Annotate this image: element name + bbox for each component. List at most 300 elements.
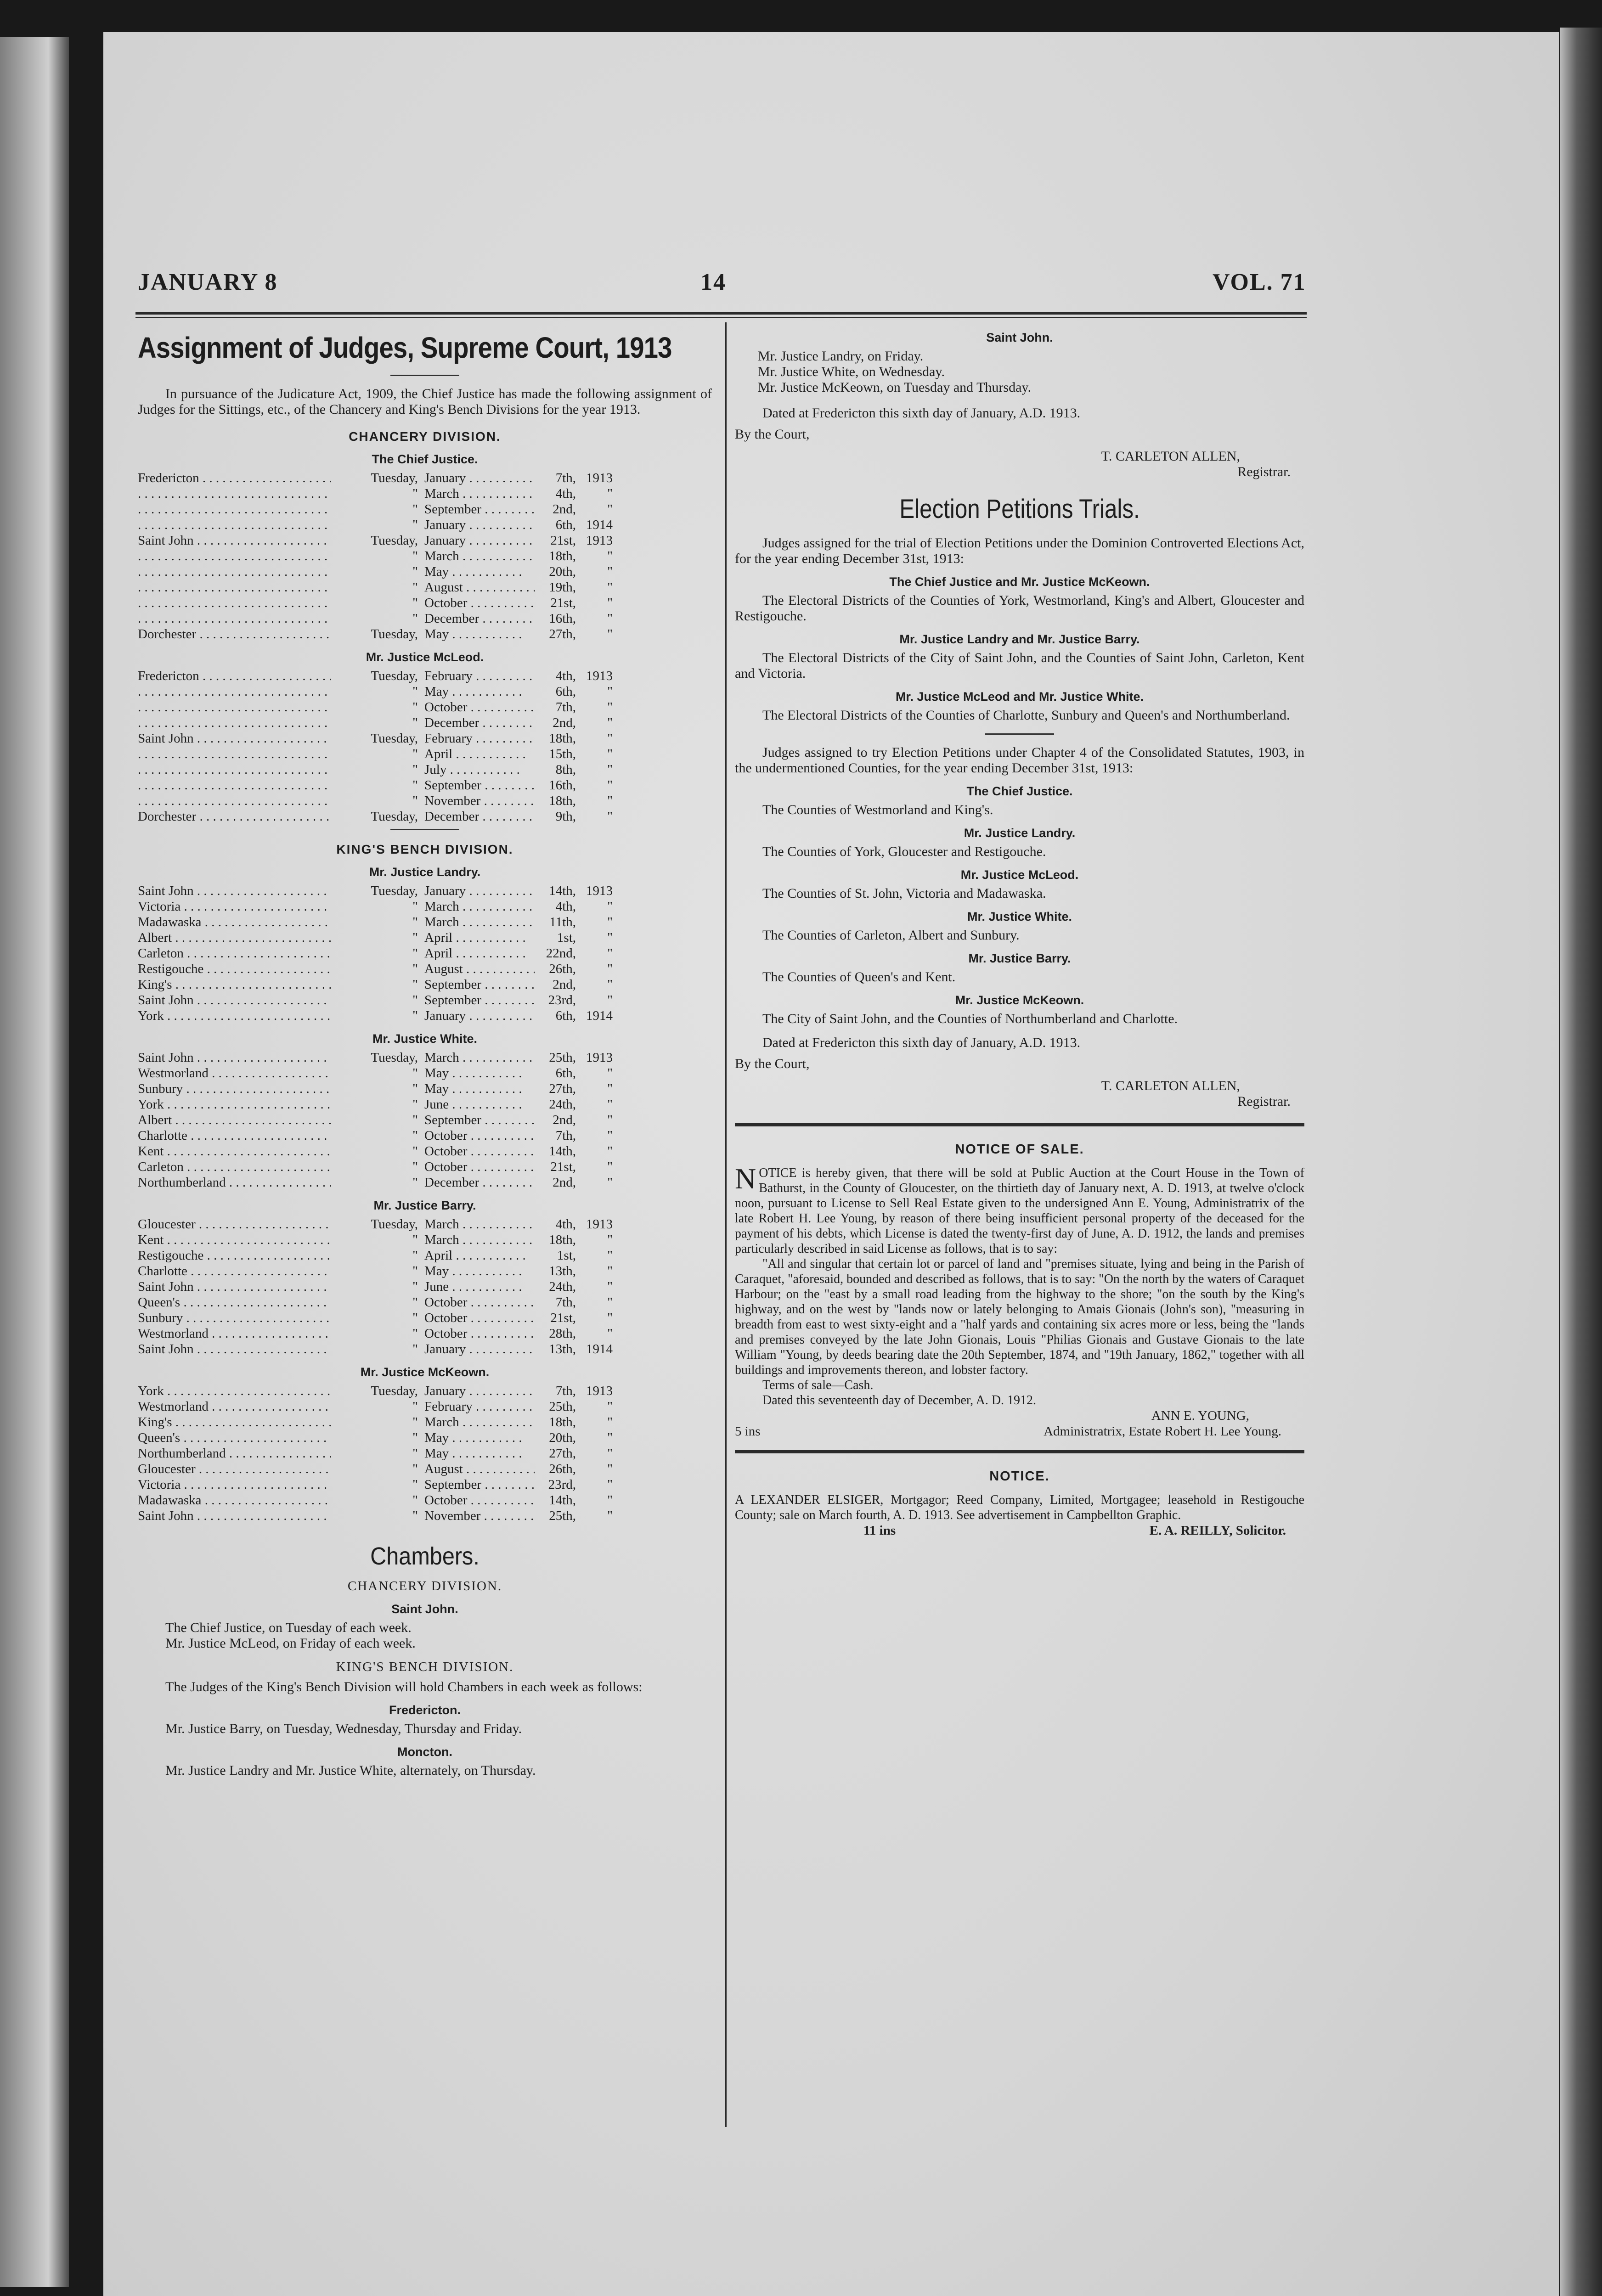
sitting-weekday: ": [412, 1311, 418, 1325]
sitting-weekday: Tuesday,: [371, 627, 418, 642]
sitting-place: Saint John . . .: [138, 883, 331, 899]
drop-cap: N: [735, 1162, 756, 1195]
sitting-year: ": [607, 993, 613, 1007]
sitting-weekday: Tuesday,: [371, 669, 418, 683]
sitting-month: May . . .: [424, 1430, 535, 1446]
sitting-place: [138, 564, 331, 580]
sitting-place: [138, 746, 331, 762]
sitting-place: Gloucester . . .: [138, 1461, 331, 1477]
signature-title-2: Registrar.: [1237, 1094, 1291, 1109]
sitting-rows: [138, 470, 712, 642]
sitting-year: ": [607, 946, 613, 961]
sitting-weekday: ": [412, 1342, 418, 1356]
sitting-place: Madawaska . . .: [138, 1492, 331, 1508]
sitting-weekday: ": [412, 747, 418, 761]
sitting-weekday: ": [412, 518, 418, 532]
sitting-weekday: ": [412, 549, 418, 563]
sitting-month: February . . .: [424, 1399, 535, 1414]
judge-heading: Mr. Justice McKeown.: [360, 1365, 490, 1379]
dated-line: Dated at Fredericton this sixth day of January, A.D. 1913.: [762, 405, 1081, 421]
sitting-month: March . . .: [424, 1414, 535, 1430]
sitting-weekday: ": [412, 762, 418, 777]
chambers-fredericton: Fredericton.: [389, 1703, 461, 1717]
sitting-rows: [138, 1050, 712, 1190]
chambers-moncton: Moncton.: [397, 1745, 452, 1759]
sitting-weekday: ": [412, 899, 418, 914]
book-binding-edge: [1560, 28, 1602, 2296]
sitting-month: February . . .: [424, 731, 535, 746]
sitting-row: [138, 1477, 712, 1492]
sitting-row: [138, 914, 712, 930]
notice-of-sale-description: "All and singular that certain lot or parcel of land and "premises situate, lying and being in the Parish of Caraquet, "aforesaid, bounded and described as follows, that is to say: "On the north by the waters of Caraquet Harbour; on the "east by a small road leading from the highway to the shore; "on the south by the King's highway, and on the west by "lands now or lately belonging to Amais Gionais (John's son), "measuring in breadth from east to west sixty-eight and a "half yards and containing six acres more or less, being the "lands and premises conveyed by the late John Gionais, Louis "Philias Gionais and Gustave Gionais to the late William "Young, by deeds bearing date the 20th September, 1874, and "19th January, 1862," together with all buildings and improvements thereon, and lobster factory.: [735, 1257, 1304, 1377]
sitting-year: ": [607, 549, 613, 563]
sitting-weekday: Tuesday,: [371, 1217, 418, 1232]
election-judge-heading: Mr. Justice McLeod.: [960, 868, 1079, 882]
sitting-place: Queen's . . .: [138, 1294, 331, 1310]
saint-john-line: Mr. Justice McKeown, on Tuesday and Thursday.: [758, 380, 1031, 395]
sitting-weekday: ": [412, 1066, 418, 1080]
sitting-month: August . . .: [424, 580, 535, 595]
sitting-month: July . . .: [424, 762, 535, 777]
sitting-day: 24th,: [549, 1279, 576, 1294]
sitting-day: 2nd,: [553, 1113, 576, 1127]
sitting-year: ": [607, 809, 613, 824]
sitting-year: 1913: [586, 669, 613, 683]
sitting-month: May . . .: [424, 1446, 535, 1461]
election-intro-2: Judges assigned to try Election Petitions under Chapter 4 of the Consolidated Statutes, 1903, in the undermentioned Counties, for the year ending December 31st, 1913:: [735, 745, 1304, 776]
sitting-month: October . . .: [424, 1159, 535, 1175]
sitting-place: Victoria . . .: [138, 1477, 331, 1492]
sitting-day: 26th,: [549, 962, 576, 976]
chambers-kb-text: The Judges of the King's Bench Division will hold Chambers in each week as follows:: [165, 1679, 643, 1694]
sitting-place: Westmorland . . .: [138, 1326, 331, 1341]
sitting-month: October . . .: [424, 1294, 535, 1310]
sitting-month: December . . .: [424, 611, 535, 626]
sitting-row: [138, 1279, 712, 1294]
sitting-month: June . . .: [424, 1097, 535, 1112]
sitting-place: Saint John . . .: [138, 1279, 331, 1294]
election-judge-heading: Mr. Justice Landry and Mr. Justice Barry.: [899, 632, 1140, 646]
saint-john-heading: Saint John.: [986, 331, 1053, 344]
sitting-row: [138, 715, 712, 731]
sitting-year: ": [607, 899, 613, 914]
sitting-row: [138, 548, 712, 564]
sitting-month: April . . .: [424, 945, 535, 961]
sitting-year: ": [607, 715, 613, 730]
sitting-month: January . . .: [424, 883, 535, 899]
administratrix-line: Administratrix, Estate Robert H. Lee Young.: [1044, 1424, 1281, 1439]
volume-number: VOL. 71: [1213, 269, 1306, 295]
sitting-place: [138, 715, 331, 731]
sitting-day: 2nd,: [553, 502, 576, 517]
sitting-year: ": [607, 684, 613, 699]
sitting-place: Saint John . . .: [138, 533, 331, 548]
sitting-row: [138, 945, 712, 961]
sitting-place: Gloucester . . .: [138, 1216, 331, 1232]
sitting-weekday: ": [412, 930, 418, 945]
chambers-moncton-text: Mr. Justice Landry and Mr. Justice White, alternately, on Thursday.: [165, 1763, 536, 1778]
sitting-weekday: ": [412, 486, 418, 501]
notice-insertion-count: 11 ins: [863, 1523, 896, 1538]
sitting-day: 11th,: [549, 915, 576, 929]
sitting-day: 25th,: [549, 1050, 576, 1065]
sitting-month: October . . .: [424, 1326, 535, 1341]
sitting-row: [138, 1081, 712, 1097]
sitting-month: December . . .: [424, 1175, 535, 1190]
sitting-year: ": [607, 1399, 613, 1414]
sitting-place: Restigouche . . .: [138, 961, 331, 977]
sitting-year: 1914: [586, 1008, 613, 1023]
sitting-day: 25th,: [549, 1508, 576, 1523]
sitting-weekday: Tuesday,: [371, 1384, 418, 1398]
sitting-day: 6th,: [555, 684, 576, 699]
judge-heading: Mr. Justice White.: [372, 1032, 478, 1046]
judge-heading: Mr. Justice McLeod.: [366, 650, 484, 664]
sitting-month: May . . .: [424, 1065, 535, 1081]
sitting-day: 18th,: [549, 1415, 576, 1429]
sitting-day: 6th,: [555, 1008, 576, 1023]
sitting-month: October . . .: [424, 1310, 535, 1326]
sitting-weekday: Tuesday,: [371, 1050, 418, 1065]
sitting-weekday: Tuesday,: [371, 471, 418, 485]
sitting-day: 7th,: [555, 1128, 576, 1143]
sitting-year: ": [607, 793, 613, 808]
sitting-place: York . . .: [138, 1008, 331, 1024]
election-districts: The Counties of Queen's and Kent.: [762, 969, 956, 985]
sitting-place: [138, 699, 331, 715]
sitting-year: ": [607, 580, 613, 595]
sitting-weekday: ": [412, 684, 418, 699]
header-rule: [135, 312, 1307, 315]
sitting-year: 1913: [586, 533, 613, 548]
sitting-day: 14th,: [549, 1493, 576, 1508]
sitting-place: Fredericton . . .: [138, 668, 331, 684]
notice-of-sale-heading: NOTICE OF SALE.: [955, 1142, 1084, 1157]
sitting-place: [138, 595, 331, 611]
sitting-row: [138, 699, 712, 715]
sitting-row: [138, 762, 712, 777]
sitting-place: [138, 777, 331, 793]
sitting-year: ": [607, 1430, 613, 1445]
election-districts: The Counties of York, Gloucester and Restigouche.: [762, 844, 1046, 859]
sitting-day: 27th,: [549, 1446, 576, 1461]
election-judge-heading: Mr. Justice McLeod and Mr. Justice White.: [895, 690, 1144, 703]
sitting-row: [138, 501, 712, 517]
sitting-place: Saint John . . .: [138, 992, 331, 1008]
sitting-row: [138, 611, 712, 626]
sitting-row: [138, 1050, 712, 1065]
sitting-month: October . . .: [424, 1143, 535, 1159]
sitting-month: September . . .: [424, 501, 535, 517]
sitting-year: ": [607, 1232, 613, 1247]
sitting-row: [138, 992, 712, 1008]
sitting-place: King's . . .: [138, 1414, 331, 1430]
sitting-row: [138, 1128, 712, 1143]
sitting-row: [138, 1248, 712, 1263]
sitting-weekday: ": [412, 502, 418, 517]
sitting-place: Victoria . . .: [138, 899, 331, 914]
sitting-month: March . . .: [424, 1232, 535, 1248]
sitting-place: [138, 793, 331, 809]
sitting-place: Kent . . .: [138, 1143, 331, 1159]
right-column: [735, 321, 1304, 1538]
sitting-row: [138, 580, 712, 595]
election-judge-heading: Mr. Justice McKeown.: [955, 993, 1084, 1007]
sitting-year: 1913: [586, 1217, 613, 1232]
sitting-row: [138, 1216, 712, 1232]
judge-heading: Mr. Justice Barry.: [373, 1199, 476, 1212]
sitting-day: 28th,: [549, 1326, 576, 1341]
sitting-place: Northumberland . . .: [138, 1446, 331, 1461]
sitting-row: [138, 533, 712, 548]
notice-of-sale-paragraph: NOTICE is hereby given, that there will be sold at Public Auction at the Court House in the Town of Bathurst, in the County of Gloucester, on the thirtieth day of January next, A. D. 1913, at twelve o'clock noon, pursuant to License to Sell Real Estate given to the undersigned Ann E. Young, Administratrix of the late Robert H. Lee Young, by reason of there being insufficient personal property of the deceased for the payment of his debts, which License is dated the twenty-first day of June, A. D. 1912, the lands and premises particularly described in said License as follows, that is to say:: [735, 1162, 1304, 1256]
chambers-line: Mr. Justice McLeod, on Friday of each week.: [165, 1636, 416, 1651]
sitting-place: [138, 762, 331, 777]
sitting-place: Sunbury . . .: [138, 1081, 331, 1097]
sitting-day: 27th,: [549, 1081, 576, 1096]
sitting-month: January . . .: [424, 1008, 535, 1024]
sitting-place: Westmorland . . .: [138, 1399, 331, 1414]
sitting-rows: [138, 1216, 712, 1357]
sitting-day: 13th,: [549, 1264, 576, 1278]
sitting-weekday: Tuesday,: [371, 533, 418, 548]
sitting-year: ": [607, 1066, 613, 1080]
sitting-row: [138, 1310, 712, 1326]
judge-heading: Mr. Justice Landry.: [369, 865, 481, 879]
sitting-month: May . . .: [424, 1081, 535, 1097]
sitting-month: November . . .: [424, 1508, 535, 1524]
sitting-year: ": [607, 1279, 613, 1294]
sitting-month: November . . .: [424, 793, 535, 809]
sitting-day: 19th,: [549, 580, 576, 595]
notice-text: A LEXANDER ELSIGER, Mortgagor; Reed Company, Limited, Mortgagee; leasehold in Restigouche County; sale on March fourth, A. D. 1913. See advertisement in Campbellton Graphic.: [735, 1493, 1304, 1522]
sitting-place: Queen's . . .: [138, 1430, 331, 1446]
election-judge-heading: The Chief Justice.: [966, 784, 1073, 798]
sitting-year: ": [607, 1462, 613, 1476]
sitting-month: January . . .: [424, 533, 535, 548]
sitting-year: ": [607, 930, 613, 945]
sitting-month: January . . .: [424, 470, 535, 486]
sitting-month: April . . .: [424, 746, 535, 762]
sitting-row: [138, 1399, 712, 1414]
sitting-weekday: ": [412, 1508, 418, 1523]
sitting-year: ": [607, 1508, 613, 1523]
sitting-row: [138, 977, 712, 992]
sitting-month: September . . .: [424, 1477, 535, 1492]
sitting-year: ": [607, 1175, 613, 1190]
column-divider: [725, 322, 727, 2127]
sitting-row: [138, 930, 712, 945]
sitting-year: ": [607, 1415, 613, 1429]
sitting-row: [138, 1143, 712, 1159]
sitting-month: August . . .: [424, 1461, 535, 1477]
sitting-place: York . . .: [138, 1097, 331, 1112]
page-number: 14: [700, 269, 726, 295]
by-the-court-2: By the Court,: [735, 1056, 810, 1071]
sitting-year: 1913: [586, 471, 613, 485]
sitting-row: [138, 731, 712, 746]
left-column: [138, 321, 712, 1778]
sitting-weekday: ": [412, 1081, 418, 1096]
sitting-weekday: ": [412, 1008, 418, 1023]
adjacent-page-edge: [0, 37, 69, 2287]
sitting-month: September . . .: [424, 992, 535, 1008]
sitting-day: 27th,: [549, 627, 576, 642]
sitting-weekday: ": [412, 715, 418, 730]
sitting-row: [138, 1097, 712, 1112]
sitting-day: 14th,: [549, 884, 576, 898]
sitting-day: 21st,: [550, 596, 576, 610]
sitting-month: October . . .: [424, 1492, 535, 1508]
election-districts: The Electoral Districts of the Counties of Charlotte, Sunbury and Queen's and Northumberland.: [762, 708, 1290, 723]
sitting-place: Sunbury . . .: [138, 1310, 331, 1326]
election-districts: The Counties of Westmorland and King's.: [762, 802, 993, 817]
sitting-year: ": [607, 1477, 613, 1492]
sitting-day: 1st,: [557, 1248, 576, 1263]
sitting-row: [138, 1175, 712, 1190]
sitting-year: ": [607, 1248, 613, 1263]
sitting-weekday: ": [412, 793, 418, 808]
sitting-day: 21st,: [550, 1311, 576, 1325]
sitting-month: April . . .: [424, 930, 535, 945]
sitting-year: 1913: [586, 1050, 613, 1065]
insertion-count: 5 ins: [735, 1424, 761, 1439]
sitting-day: 4th,: [555, 669, 576, 683]
sitting-day: 8th,: [555, 762, 576, 777]
sitting-row: [138, 961, 712, 977]
sitting-row: [138, 1008, 712, 1024]
sitting-day: 23rd,: [548, 993, 576, 1007]
sitting-day: 16th,: [549, 778, 576, 793]
sitting-place: Dorchester . . .: [138, 809, 331, 824]
sitting-day: 4th,: [555, 899, 576, 914]
sitting-month: June . . .: [424, 1279, 535, 1294]
election-districts: The Electoral Districts of the Counties of York, Westmorland, King's and Albert, Gloucester and Restigouche.: [735, 593, 1304, 624]
sitting-month: September . . .: [424, 1112, 535, 1128]
sitting-day: 24th,: [549, 1097, 576, 1112]
sitting-row: [138, 883, 712, 899]
sitting-day: 22nd,: [546, 946, 576, 961]
sitting-row: [138, 1461, 712, 1477]
sitting-row: [138, 1294, 712, 1310]
notice-of-sale-signature: ANN E. YOUNG,: [1151, 1408, 1249, 1423]
sitting-weekday: ": [412, 977, 418, 992]
sitting-weekday: ": [412, 700, 418, 715]
sitting-row: [138, 1232, 712, 1248]
sitting-month: September . . .: [424, 977, 535, 992]
sitting-row: [138, 1414, 712, 1430]
sitting-year: ": [607, 1113, 613, 1127]
sitting-weekday: Tuesday,: [371, 884, 418, 898]
sitting-year: ": [607, 731, 613, 746]
sitting-month: October . . .: [424, 1128, 535, 1143]
sitting-weekday: ": [412, 1128, 418, 1143]
sitting-year: ": [607, 1128, 613, 1143]
sitting-place: [138, 684, 331, 699]
sitting-place: Kent . . .: [138, 1232, 331, 1248]
notice-rule: [735, 1123, 1304, 1126]
title-rule: [390, 375, 459, 376]
notice-heading: NOTICE.: [989, 1469, 1050, 1484]
sitting-day: 26th,: [549, 1462, 576, 1476]
sitting-day: 2nd,: [553, 1175, 576, 1190]
sitting-row: [138, 1430, 712, 1446]
sitting-place: Albert . . .: [138, 1112, 331, 1128]
sitting-month: October . . .: [424, 699, 535, 715]
sitting-row: [138, 1112, 712, 1128]
sitting-weekday: ": [412, 1113, 418, 1127]
sitting-row: [138, 1326, 712, 1341]
election-groups-2: [735, 784, 1304, 1027]
chambers-chancery-heading: CHANCERY DIVISION.: [347, 1579, 502, 1593]
sitting-day: 21st,: [550, 1159, 576, 1174]
sitting-month: December . . .: [424, 715, 535, 731]
sitting-weekday: ": [412, 1248, 418, 1263]
sitting-place: Charlotte . . .: [138, 1263, 331, 1279]
sitting-weekday: ": [412, 1326, 418, 1341]
sitting-place: Saint John . . .: [138, 1508, 331, 1524]
sitting-year: ": [607, 1144, 613, 1159]
header-date: JANUARY 8: [138, 269, 278, 295]
election-judge-heading: Mr. Justice Landry.: [964, 826, 1076, 840]
sitting-row: [138, 899, 712, 914]
sitting-weekday: Tuesday,: [371, 809, 418, 824]
sitting-month: May . . .: [424, 684, 535, 699]
election-groups: [735, 575, 1304, 723]
sitting-day: 23rd,: [548, 1477, 576, 1492]
sitting-year: ": [607, 611, 613, 626]
sitting-row: [138, 1492, 712, 1508]
saint-john-line: Mr. Justice Landry, on Friday.: [758, 349, 924, 364]
chancery-heading: CHANCERY DIVISION.: [349, 429, 501, 444]
sitting-weekday: ": [412, 993, 418, 1007]
sitting-month: March . . .: [424, 486, 535, 501]
sitting-month: March . . .: [424, 899, 535, 914]
election-judge-heading: Mr. Justice Barry.: [968, 951, 1071, 965]
sitting-year: ": [607, 1097, 613, 1112]
sitting-row: [138, 746, 712, 762]
sitting-year: ": [607, 627, 613, 642]
sitting-year: ": [607, 778, 613, 793]
by-the-court: By the Court,: [735, 427, 810, 442]
intro-paragraph: In pursuance of the Judicature Act, 1909, the Chief Justice has made the following assignment of Judges for the Sittings, etc., of the Chancery and King's Bench Divisions for the year 1913.: [138, 386, 712, 417]
sitting-place: [138, 611, 331, 626]
sitting-month: December . . .: [424, 809, 535, 824]
sitting-year: ": [607, 502, 613, 517]
sitting-place: King's . . .: [138, 977, 331, 992]
sitting-row: [138, 1508, 712, 1524]
sitting-place: Saint John . . .: [138, 1050, 331, 1065]
sitting-day: 18th,: [549, 1232, 576, 1247]
sitting-year: ": [607, 1311, 613, 1325]
sitting-place: [138, 486, 331, 501]
sitting-month: April . . .: [424, 1248, 535, 1263]
sitting-row: [138, 486, 712, 501]
sitting-year: 1914: [586, 1342, 613, 1356]
sitting-weekday: ": [412, 580, 418, 595]
sitting-weekday: ": [412, 1295, 418, 1310]
sitting-month: January . . .: [424, 1383, 535, 1399]
sitting-year: ": [607, 962, 613, 976]
sitting-weekday: ": [412, 1279, 418, 1294]
section-rule: [390, 829, 459, 830]
sitting-year: ": [607, 1446, 613, 1461]
kings-bench-heading: KING'S BENCH DIVISION.: [336, 842, 513, 856]
sitting-weekday: ": [412, 1446, 418, 1461]
sitting-month: October . . .: [424, 595, 535, 611]
sitting-year: ": [607, 1493, 613, 1508]
sitting-day: 20th,: [549, 564, 576, 579]
